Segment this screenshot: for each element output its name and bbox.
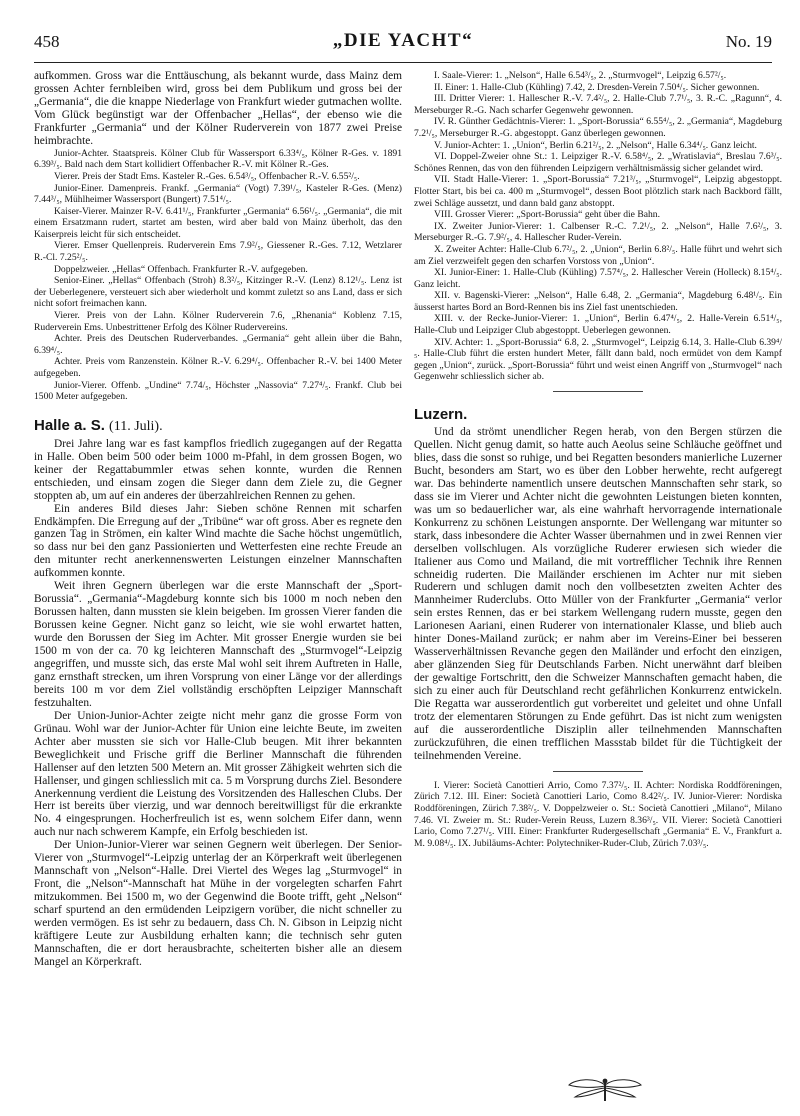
result-entry: Kaiser-Vierer. Mainzer R-V. 6.41¹/₅, Frankfurter „Germania“ 6.56¹/₅. „Germania“, die mit einem Ersatzmann rudert, startet am besten, wird aber bald von Mainz überholt, das den Kaiserpreis leicht für sich entscheidet. [34,205,402,240]
result-entry: Junior-Achter. Staatspreis. Kölner Club für Wassersport 6.33⁴/₅, Kölner R-Ges. v. 1891 6.39³/₅. Bald nach dem Start kollidiert Offenbacher R.-V. mit Kölner R.-Ges. [34,147,402,171]
result-entry: Doppelzweier. „Hellas“ Offenbach. Frankfurter R.-V. aufgegeben. [54,263,308,275]
intro-paragraph: aufkommen. Gross war die Enttäuschung, als bekannt wurde, dass Mainz dem grossen Achter fernbleiben wird, gross bei dem Publikum und gross bei der „Germania“, die die knappe Niederlage von Frankfurt wieder gutmachen wollte. Vom Glück begünstigt war der Offenbacher „Hellas“, der ebenso wie die Frankfurter „Germania“ und der Kölner Ruderverein von 1877 zwei Preise heimbrachte. [34,70,402,147]
right-results-list [414,70,782,383]
result-entry: Junior-Vierer. Offenb. „Undine“ 7.74/₅, Höchster „Nassovia“ 7.27⁴/₅. Frankf. Club bei 1500 Meter aufgegeben. [34,379,402,403]
result-entry: VII. Stadt Halle-Vierer: 1. „Sport-Borussia“ 7.21³/₅, „Sturmvogel“, Leipzig abgestoppt. Flotter Start, bis bei ca. 400 m „Sturmvogel“, dessen Boot plötzlich stark nach Backbord fällt, zwei Schläge aussetzt, und dann bald ganz abstoppt. [414,174,782,209]
result-entry: V. Junior-Achter: 1. „Union“, Berlin 6.21²/₅, 2. „Nelson“, Halle 6.34⁴/₅. Ganz leicht. [434,139,757,151]
section-divider [553,391,643,392]
result-entry: III. Dritter Vierer: 1. Hallescher R.-V. 7.4²/₅, 2. Halle-Club 7.7¹/₅, 3. R.-C. „Ragunn“, 4. Merseburger R.-G. Nach scharfer Gegenwehr gewonnen. [414,93,782,116]
result-entry: VIII. Grosser Vierer: „Sport-Borussia“ geht über die Bahn. [434,209,660,221]
result-entry: IX. Zweiter Junior-Vierer: 1. Calbenser R.-C. 7.2¹/₅, 2. „Nelson“, Halle 7.6²/₅, 3. Merseburger R.-G. 7.9²/₅, 4. Hallescher Ruder-Verein. [414,220,782,244]
body-paragraph: Weit ihren Gegnern überlegen war die erste Mannschaft der „Sport-Borussia“. „Germania“-Magdeburg konnte sich bis 1000 m noch neben den Borussen halten, dann mussten sie klein beigeben. Im grossen Vierer fanden die Borussen keine Gegner. Nicht ganz so leicht, wie sie wohl erwartet hatten, wurde den Borussen der Sieg im Achter. Mit grosser Energie wurden sie bei 1500 m von der ca. 70 kg leichteren Mannschaft des „Sturmvogel“-Leipzig angegriffen, und musste sich, das erste Mal wohl seit ihrem Auftreten in Halle, ganz ernsthaft strecken, um ihren Vorsprung von einer Länge vor der allerdings bereits 100 m vor dem Ziel vollständig erschöpften Leipziger Mannschaft festzuhalten. [34,580,402,709]
result-entry: Vierer. Preis der Stadt Ems. Kasteler R.-Ges. 6.54³/₅, Offenbacher R.-V. 6.55²/₅. [54,170,360,182]
header-rule [34,62,772,63]
body-paragraph: Und da strömt unendlicher Regen herab, von den Bergen stürzen die Quellen. Nicht genug damit, so hatte auch Aeolus seine Schläuche geöffnet und blies, dass die sonst so ruhige, und bei Regatten besonders manierliche Luzerner Bucht, besonders am Start, wo es über den Lobber herwehte, recht aufgeregt war. Das behinderte namentlich unsere deutschen Mannschaften sehr stark, so dass sie im Vierer und Achter nicht die gewohnten Leistungen bieten konnten, was um so bedauerlicher war, als eine wahrhaft hervorragende internationale Konkurrenz zu schönen Leistungen anspornte. Der Wellengang war mitunter so stark, dass inbesondere die Achter Wasser übernahmen und in zwei Rennen vier derselben vollschlugen. Als vorzügliche Ruderer erwiesen sich wieder die Italiener aus Como und Mailand, die mit vortrefflicher Technik ihre Rennen schneidig ruderten. Die Mailänder erschienen im Achter nur mit sieben Ruderern und schlugen damit noch den vollbesetzten zweiten Achter des Mannheimer Ruderclubs. Otto Müller von der Frankfurter „Germania“ verlor sein erstes Rennen, das er bei starkem Wellengang rudern musste, gegen den Larionesen Aariani, einen Ruderer von internationaler Klasse, und blieb auch hinter Dones-Mailand zurück; er nahm aber im Vereins-Einer bei besseren Wasserverhältnissen Revanche gegen den Mailänder und erfocht den einzigen, aber glänzenden Sieg für Deutschlands Farben. Nicht unerwähnt darf bleiben der gewaltige Fortschritt, den die Schweizer Mannschaften gemacht haben, die sich zu einer auch für Deutschland recht gefährlichen Konkurrenz entwickeln. Die Regatta war ausserordentlich gut vorbereitet und geleitet und ohne Unfall trotz der elementaren Störungen zu Ende geführt. Das ist nicht zum wenigsten auf die ausserordentliche Disziplin aller teilnehmenden Mannschaften zurückzuführen, die einen trefflichen Massstab bildet für die Tüchtigkeit der teilnehmenden Vereine. [414,426,782,762]
body-paragraph: Ein anderes Bild dieses Jahr: Sieben schöne Rennen mit scharfen Endkämpfen. Die Erregung auf der „Tribüne“ war oft gross. Aber es regnete den ganzen Tag in Strömen, ein kalter Wind machte die Sache höchst ungemütlich, so dass nur bei den ganz Passionierten und Wetterfesten eine rechte Freude an den mitunter recht anerkennenswerten Leistungen einzelner Mannschaften aufkommen konnte. [34,502,402,580]
body-paragraph: Drei Jahre lang war es fast kampflos friedlich zugegangen auf der Regatta in Halle. Oben beim 500 oder beim 1000 m-Pfahl, in dem grossen Bogen, wo keiner der Regattabummler etwas sehen konnte, wurden die Rennen entschieden, und einsam zogen die Sieger dann dem Ziele zu, die Gegner stoppten ab, um auf ein anderes der überzahlreichen Rennen zu gehen. [34,437,402,502]
body-paragraph: Der Union-Junior-Achter zeigte nicht mehr ganz die grosse Form von Grünau. Wohl war der Junior-Achter für Union eine leichte Beute, im zweiten Achter aber mussten sie sich vor Halle-Club beugen. Mit ihrer bekannten Beweglichkeit und Frische griff die Berliner Mannschaft die führenden Hallenser auf den letzten 500 Metern an. Mit grosser Zähigkeit wehrten sich die Hallenser, und gingen schliesslich mit ca. 5 m Vorsprung durchs Ziel. Besondere Anerkennung verdient die Leistung des Vorsitzenden des Halleschen Clubs. Der Herr ist bereits über vierzig, und war dennoch bereitwilligst für die erkrankte No. 4 eingesprungen. Hocherfreulich ist es, wenn solchem Eifer dann, wenn auch nur nach schwerem Kampfe, ein Erfolg beschieden ist. [34,709,402,839]
left-results-list [34,148,402,403]
page-header [34,28,772,58]
page-number: 458 [34,32,60,51]
section-title: Luzern. [414,406,468,424]
final-results: I. Vierer: Società Canottieri Arrio, Como 7.37²/₅. II. Achter: Nordiska Roddföreningen, Zürich 7.12. III. Einer: Società Canottieri Lario, Como 8.42²/₅. IV. Junior-Vierer: Nordiska Roddföreningen, Zürich 7.38²/₅. V. Doppelzweier o. St.: Società Canottieri „Milano“, Milano 7.46. VI. Zweier m. St.: Ruder-Verein Reuss, Luzern 8.36³/₅. VII. Vierer: Società Canottieri Lario, Como 7.27¹/₅. VIII. Einer: Frankfurter Rudergesellschaft „Germania“ E. V., Frankfurt a. M. 9.08⁴/₅. IX. Jubiläums-Achter: Polytechniker-Ruder-Club, Zürich 7.03³/₅. [414,779,782,849]
section-heading-luzern [414,406,782,423]
result-entry: I. Saale-Vierer: 1. „Nelson“, Halle 6.54³/₅, 2. „Sturmvogel“, Leipzig 6.57²/₅. [434,70,727,81]
result-entry: XII. v. Bagenski-Vierer: „Nelson“, Halle 6.48, 2. „Germania“, Magdeburg 6.48¹/₅. Ein äusserst hartes Bord an Bord-Rennen bis ins Ziel fast unentschieden. [414,290,782,313]
section-divider [553,771,643,772]
left-column [34,70,402,1110]
result-entry: XIII. v. der Recke-Junior-Vierer: 1. „Union“, Berlin 6.47⁴/₅, 2. Halle-Verein 6.51⁴/₅, Halle-Club und Leipziger Club abgestoppt. Ueberlegen gewonnen. [414,313,782,337]
section-heading-halle [34,417,402,435]
result-entry: X. Zweiter Achter: Halle-Club 6.7²/₅, 2. „Union“, Berlin 6.8²/₅. Halle führt und wehrt sich am Ziel verzweifelt gegen den scharfen Vorstoss von „Union“. [414,243,782,267]
body-paragraph: Der Union-Junior-Vierer war seinen Gegnern weit überlegen. Der Senior-Vierer von „Sturmvogel“-Leipzig unterlag der an Körperkraft weit überlegenen Mannschaft von „Nelson“-Halle. Drei Viertel des Weges lag „Sturmvogel“ in Front, die „Nelson“-Mannschaft hat Mühe in der vorgelegten scharfen Fahrt mitzukommen. Bei 1500 m, wo der Gegenwind die Boote trifft, geht „Nelson“ scharf spurtend an den ermüdenden Leipzigern vorüber, die nicht schneller zu werden vermögen. Es ist sehr zu bedauern, dass Ch. N. Gibson in Leipzig nicht kräftigere Leute zur Ausbildung erhalten kann; die technisch sehr guten Mannschaften, die er dort herausbrachte, scheiterten bisher alle an diesem Mangel an Körperkraft. [34,839,402,968]
result-entry: Achter. Preis des Deutschen Ruderverbandes. „Germania“ geht allein über die Bahn, 6.39⁴/₅. [34,333,402,356]
result-entry: IV. R. Günther Gedächtnis-Vierer: 1. „Sport-Borussia“ 6.55⁴/₅, 2. „Germania“, Magdeburg 7.2¹/₅, Merseburger R.-G. abgestoppt. Ganz überlegen gewonnen. [414,116,782,139]
section-date: (11. Juli). [109,418,163,434]
right-column [414,70,782,1110]
issue-number: No. 19 [725,32,772,51]
result-entry: XIV. Achter: 1. „Sport-Borussia“ 6.8, 2. „Sturmvogel“, Leipzig 6.14, 3. Halle-Club 6.39⁴/₅. Halle-Club führt die ersten hundert Meter, fällt dann bald, noch ermüdet von dem Kampf gegen „Union“, zurück. „Sport-Borussia“ führt und weist einen Angriff von „Sturmvogel“ nach Gegenwehr schliesslich sicher ab. [414,336,782,383]
journal-title: „DIE YACHT“ [332,30,474,51]
section-title: Halle a. S. [34,416,105,434]
result-entry: II. Einer: 1. Halle-Club (Kühling) 7.42, 2. Dresden-Verein 7.50⁴/₅. Sicher gewonnen. [434,81,760,93]
result-entry: Senior-Einer. „Hellas“ Offenbach (Stroh) 8.3²/₅, Kitzinger R.-V. (Lenz) 8.12¹/₅. Lenz ist der Ueberlegenere, versteuert sich aber wiederholt und kommt zuletzt so ans Land, dass er sich nicht sofort freimachen kann. [34,275,402,310]
result-entry: XI. Junior-Einer: 1. Halle-Club (Kühling) 7.57⁴/₅, 2. Hallescher Verein (Holleck) 8.15⁴/₅. Ganz leicht. [414,267,782,290]
result-entry: Vierer. Emser Quellenpreis. Ruderverein Ems 7.9²/₅, Giessener R.-Ges. 7.12, Wetzlarer R.-Cl. 7.25²/₅. [34,240,402,264]
dragonfly-ornament-icon [565,1077,645,1103]
result-entry: Achter. Preis vom Ranzenstein. Kölner R.-V. 6.29⁴/₅. Offenbacher R.-V. bei 1400 Meter aufgegeben. [34,356,402,379]
result-entry: Junior-Einer. Damenpreis. Frankf. „Germania“ (Vogt) 7.39¹/₅, Kasteler R-Ges. (Menz) 7.44³/₅, Mühlheimer Wassersport (Bungert) 7.51⁴/₅. [34,182,402,206]
result-entry: VI. Doppel-Zweier ohne St.: 1. Leipziger R.-V. 6.58⁴/₅, 2. „Wratislavia“, Breslau 7.6³/₅. Schönes Rennen, das von den führenden Leipzigern verhältnismässig sicher gelandet wird. [414,151,782,174]
result-entry: Vierer. Preis von der Lahn. Kölner Ruderverein 7.6, „Rhenania“ Koblenz 7.15, Ruderverein Ems. Unbestrittener Erfolg des Kölner Rudervereins. [34,310,402,333]
